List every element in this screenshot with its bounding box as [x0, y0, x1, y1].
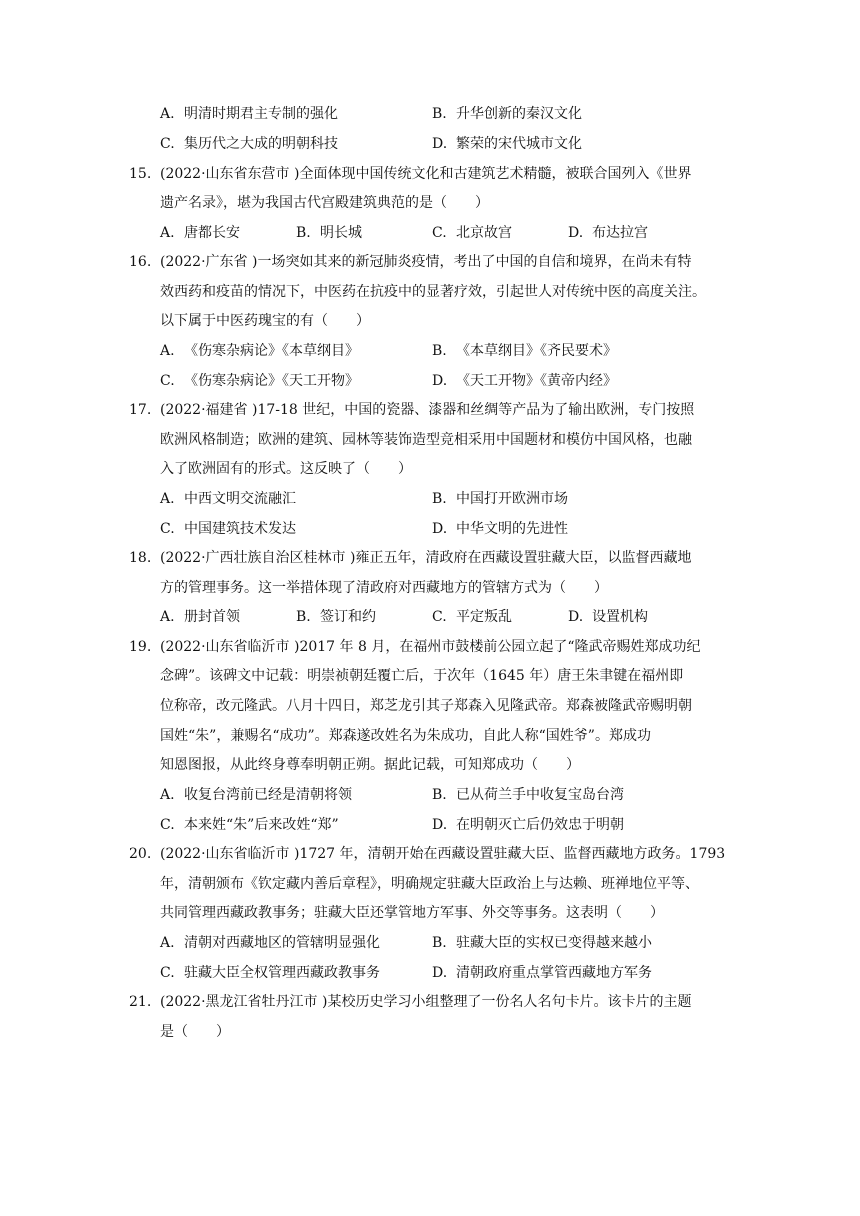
option-letter: A.: [160, 609, 175, 625]
option-c: [432, 607, 512, 627]
option-a: [160, 223, 240, 243]
option-text: 册封首领: [184, 609, 240, 625]
option-a: [160, 341, 359, 361]
question-stem-line: (2022·山东省临沂市 )2017 年 8 月，在福州市鼓楼前公园立起了“隆武帝赐姓郑成功纪: [160, 639, 701, 655]
option-text: 明清时期君主专制的强化: [184, 106, 338, 122]
option-letter: D.: [432, 373, 448, 389]
option-a: [160, 933, 380, 953]
option-text: 唐都长安: [184, 225, 240, 241]
question-stem-line: 欧洲风格制造；欧洲的建筑、园林等装饰造型竞相采用中国题材和模仿中国风格，也融: [160, 432, 692, 448]
option-letter: C.: [160, 136, 175, 152]
option-b: [296, 607, 376, 627]
question-stem-line: 方的管理事务。这一举措体现了清政府对西藏地方的管辖方式为（ ）: [160, 580, 608, 596]
option-text: 中国建筑技术发达: [184, 521, 296, 537]
option-c: [160, 371, 359, 391]
option-letter: B.: [432, 935, 447, 951]
question-stem-line: 共同管理西藏政教事务；驻藏大臣还掌管地方军事、外交等事务。这表明（ ）: [160, 905, 664, 921]
option-letter: C.: [160, 521, 175, 537]
option-d: [432, 371, 617, 391]
option-letter: D.: [568, 609, 584, 625]
option-b: [296, 223, 362, 243]
option-letter: D.: [432, 817, 448, 833]
option-d: [432, 519, 568, 539]
option-letter: A.: [160, 787, 175, 803]
option-text: 在明朝灭亡后仍效忠于明朝: [456, 817, 624, 833]
option-text: 中华文明的先进性: [456, 521, 568, 537]
question-number: 19.: [129, 639, 152, 655]
question-stem-line: 入了欧洲固有的形式。这反映了（ ）: [160, 461, 412, 477]
question-stem-line: (2022·福建省 )17-18 世纪，中国的瓷器、漆器和丝绸等产品为了输出欧洲，专门按照: [160, 402, 695, 418]
option-letter: A.: [160, 106, 175, 122]
option-letter: B.: [432, 787, 447, 803]
question-stem-line: (2022·山东省临沂市 )1727 年，清朝开始在西藏设置驻藏大臣、监督西藏地方政务。1793: [160, 846, 726, 862]
option-text: 驻藏大臣全权管理西藏政教事务: [184, 965, 380, 981]
option-b: [432, 104, 582, 124]
question-stem-line: (2022·黑龙江省牡丹江市 )某校历史学习小组整理了一份名人名句卡片。该卡片的主题: [160, 994, 692, 1010]
option-text: 《伤寒杂病论》《本草纲目》: [184, 343, 359, 359]
option-text: 《天工开物》《黄帝内经》: [456, 373, 617, 389]
option-a: [160, 104, 338, 124]
question-stem-line: 年，清朝颁布《钦定藏内善后章程》，明确规定驻藏大臣政治上与达赖、班禅地位平等、: [160, 876, 699, 892]
option-text: 明长城: [320, 225, 362, 241]
option-letter: B.: [432, 106, 447, 122]
question-stem-line: 国姓“朱”，兼赐名“成功”。郑森遂改姓名为朱成功，自此人称“国姓爷”。郑成功: [160, 728, 651, 744]
option-d: [432, 134, 582, 154]
option-a: [160, 607, 240, 627]
question-number: 17.: [129, 402, 152, 418]
option-text: 平定叛乱: [456, 609, 512, 625]
option-letter: C.: [432, 609, 447, 625]
option-text: 清朝政府重点掌管西藏地方军务: [456, 965, 652, 981]
option-text: 签订和约: [320, 609, 376, 625]
option-d: [568, 607, 648, 627]
option-letter: A.: [160, 935, 175, 951]
option-text: 《伤寒杂病论》《天工开物》: [184, 373, 359, 389]
option-d: [432, 963, 652, 983]
question-stem-line: 念碑”。该碑文中记载：明崇祯朝廷覆亡后，于次年（1645 年）唐王朱聿键在福州即: [160, 668, 684, 684]
option-text: 北京故宫: [456, 225, 512, 241]
option-text: 收复台湾前已经是清朝将领: [184, 787, 352, 803]
question-stem-line: (2022·山东省东营市 )全面体现中国传统文化和古建筑艺术精髓，被联合国列入《世界: [160, 166, 692, 182]
option-letter: C.: [160, 373, 175, 389]
option-b: [432, 489, 568, 509]
option-b: [432, 933, 652, 953]
option-c: [160, 963, 380, 983]
option-text: 中国打开欧洲市场: [456, 491, 568, 507]
option-letter: B.: [432, 491, 447, 507]
question-stem-line: 以下属于中医药瑰宝的有（ ）: [160, 313, 370, 329]
question-stem-line: 是（ ）: [160, 1024, 230, 1040]
question-number: 21.: [129, 994, 152, 1010]
option-c: [160, 815, 339, 835]
option-text: 设置机构: [592, 609, 648, 625]
option-a: [160, 489, 296, 509]
question-stem-line: (2022·广西壮族自治区桂林市 )雍正五年，清政府在西藏设置驻藏大臣，以监督西藏地: [160, 550, 692, 566]
question-stem-line: 效西药和疫苗的情况下，中医药在抗疫中的显著疗效，引起世人对传统中医的高度关注。: [160, 284, 706, 300]
option-b: [432, 341, 617, 361]
option-letter: A.: [160, 225, 175, 241]
option-letter: C.: [160, 817, 175, 833]
option-letter: D.: [432, 965, 448, 981]
option-text: 《本草纲目》《齐民要术》: [456, 343, 617, 359]
option-d: [568, 223, 648, 243]
option-letter: B.: [296, 225, 311, 241]
option-letter: B.: [296, 609, 311, 625]
option-letter: C.: [160, 965, 175, 981]
option-letter: D.: [432, 136, 448, 152]
option-text: 集历代之大成的明朝科技: [184, 136, 338, 152]
option-letter: A.: [160, 491, 175, 507]
option-d: [432, 815, 624, 835]
question-number: 20.: [129, 846, 152, 862]
option-letter: B.: [432, 343, 447, 359]
option-c: [160, 134, 338, 154]
question-number: 18.: [129, 550, 152, 566]
option-a: [160, 785, 352, 805]
option-text: 布达拉宫: [592, 225, 648, 241]
option-c: [160, 519, 296, 539]
option-text: 本来姓“朱”后来改姓“郑”: [184, 817, 339, 833]
option-text: 驻藏大臣的实权已变得越来越小: [456, 935, 652, 951]
question-number: 15.: [129, 166, 152, 182]
option-b: [432, 785, 624, 805]
question-stem-line: 知恩图报，从此终身尊奉明朝正朔。据此记载，可知郑成功（ ）: [160, 757, 580, 773]
option-text: 清朝对西藏地区的管辖明显强化: [184, 935, 380, 951]
question-stem-line: 位称帝，改元隆武。八月十四日，郑芝龙引其子郑森入见隆武帝。郑森被隆武帝赐明朝: [160, 698, 692, 714]
option-letter: D.: [432, 521, 448, 537]
question-number: 16.: [129, 254, 152, 270]
question-stem-line: 遗产名录》，堪为我国古代宫殿建筑典范的是（ ）: [160, 195, 489, 211]
question-stem-line: (2022·广东省 )一场突如其来的新冠肺炎疫情，考出了中国的自信和境界，在尚未有特: [160, 254, 692, 270]
option-letter: D.: [568, 225, 584, 241]
option-text: 已从荷兰手中收复宝岛台湾: [456, 787, 624, 803]
option-letter: A.: [160, 343, 175, 359]
option-letter: C.: [432, 225, 447, 241]
option-text: 中西文明交流融汇: [184, 491, 296, 507]
option-text: 繁荣的宋代城市文化: [456, 136, 582, 152]
option-text: 升华创新的秦汉文化: [456, 106, 582, 122]
option-c: [432, 223, 512, 243]
